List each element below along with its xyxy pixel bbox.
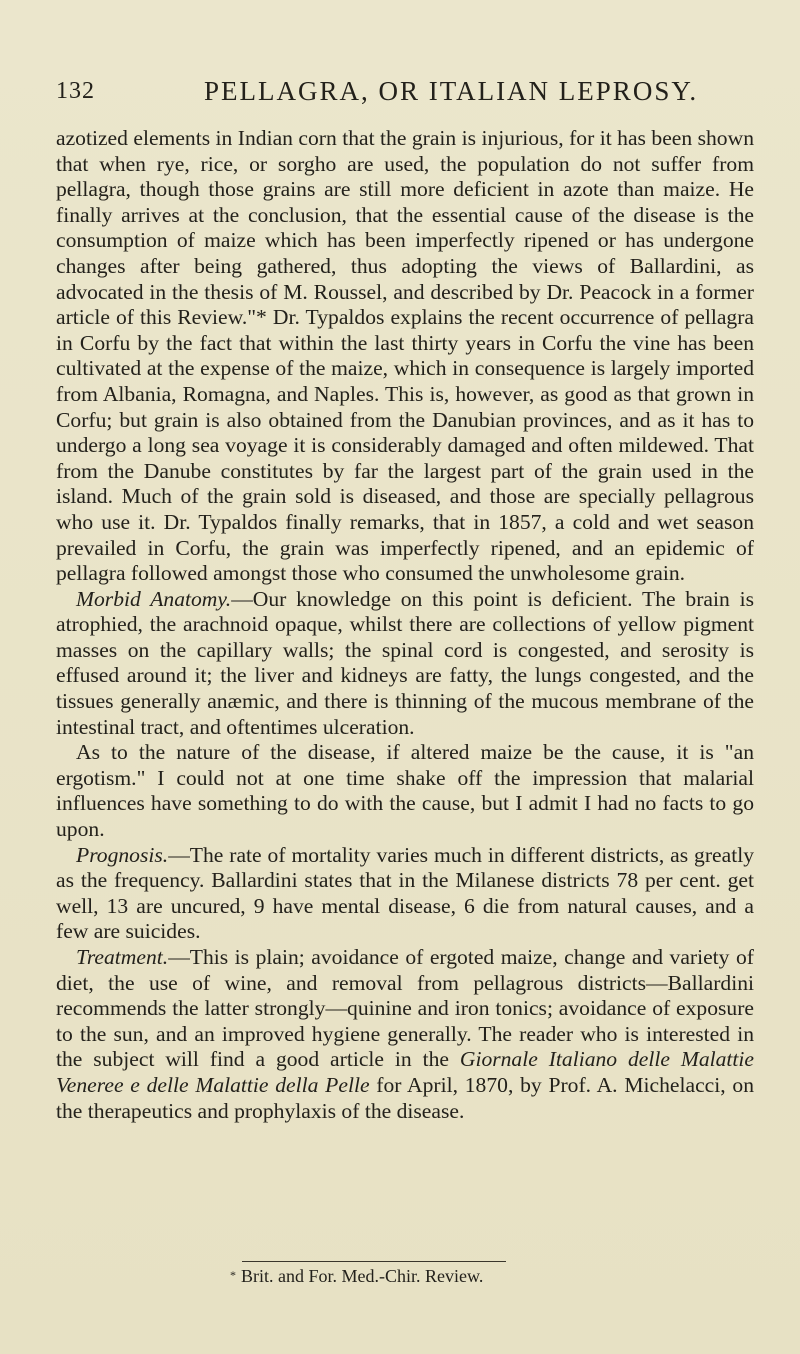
paragraph-text: —This is plain; avoidance of ergoted maize, change and variety of diet, the use of wine, and removal from pellagrous districts—Ballardini recommends the latter strongly—quinine and iron tonics; avoidance of exposure to the sun, and an improved hygiene generally. The reader who is interested in the subject will find a good article in the: [56, 945, 754, 1072]
paragraph-prognosis: [56, 843, 754, 945]
page-number: 132: [56, 78, 95, 104]
section-heading-morbid-anatomy: Morbid Anatomy.: [76, 586, 232, 611]
section-heading-treatment: Treatment.: [76, 945, 169, 969]
paragraph-text: for April, 1870, by Prof. A. Michelacci, on the therapeutics and prophylaxis of the disease.: [56, 1072, 754, 1123]
footnote-divider: [242, 1261, 506, 1262]
paragraph: azotized elements in Indian corn that the grain is injurious, for it has been shown that when rye, rice, or sorgho are used, the population do not suffer from pellagra, though those grains are still more deficient in azote than maize. He finally arrives at the conclusion, that the essential cause of the disease is the consumption of maize which has been imperfectly ripened or has undergone changes after being gathered, thus adopting the views of Ballardini, as advocated in the thesis of M. Roussel, and described by Dr. Peacock in a former article of this Review."* Dr. Typaldos explains the recent occurrence of pellagra in Corfu by the fact that within the last thirty years in Corfu the vine has been cultivated at the expense of the maize, which in consequence is largely imported from Albania, Romagna, and Naples. This is, however, as good as that grown in Corfu; but grain is also obtained from the Danubian provinces, and as it has to undergo a long sea voyage it is considerably damaged and often mildewed. That from the Danube constitutes by far the largest part of the grain used in the island. Much of the grain sold is diseased, and those are specially pellagrous who use it. Dr. Typaldos finally remarks, that in 1857, a cold and wet season prevailed in Corfu, the grain was imperfectly ripened, and an epidemic of pellagra followed amongst those who consumed the unwholesome grain.: [56, 126, 754, 586]
paragraph-text: —Our knowledge on this point is deficient. The brain is atrophied, the arachnoid opaque, whilst there are collections of yellow pigment masses on the capillary walls; the spinal cord is congested, and serosity is effused around it; the liver and kidneys are fatty, the lungs congested, and the tissues generally anæmic, and there is thinning of the mucous membrane of the intestinal tract, and oftentimes ulceration.: [56, 586, 754, 739]
footnote-text: Brit. and For. Med.-Chir. Review.: [241, 1266, 484, 1286]
body-text: [56, 126, 754, 1124]
journal-title: Giornale Italiano delle Malattie Veneree e delle Malattie della Pelle: [56, 1047, 754, 1097]
paragraph-morbid-anatomy: [56, 587, 754, 741]
section-heading-prognosis: Prognosis.: [76, 842, 169, 867]
footnote-mark: *: [230, 1268, 236, 1282]
paragraph-treatment: [56, 945, 754, 1124]
paragraph-text: —The rate of mortality varies much in different districts, as greatly as the frequency. Ballardini states that in the Milanese districts 78 per cent. get well, 13 are uncured, 9 have mental disease, 6 die from natural causes, and a few are suicides.: [56, 842, 754, 944]
footnote: [230, 1266, 483, 1287]
paragraph: As to the nature of the disease, if altered maize be the cause, it is "an ergotism." I could not at one time shake off the impression that malarial influences have something to do with the cause, but I admit I had no facts to go upon.: [56, 740, 754, 842]
running-head: PELLAGRA, OR ITALIAN LEPROSY.: [204, 76, 699, 106]
page-header: [56, 76, 744, 112]
